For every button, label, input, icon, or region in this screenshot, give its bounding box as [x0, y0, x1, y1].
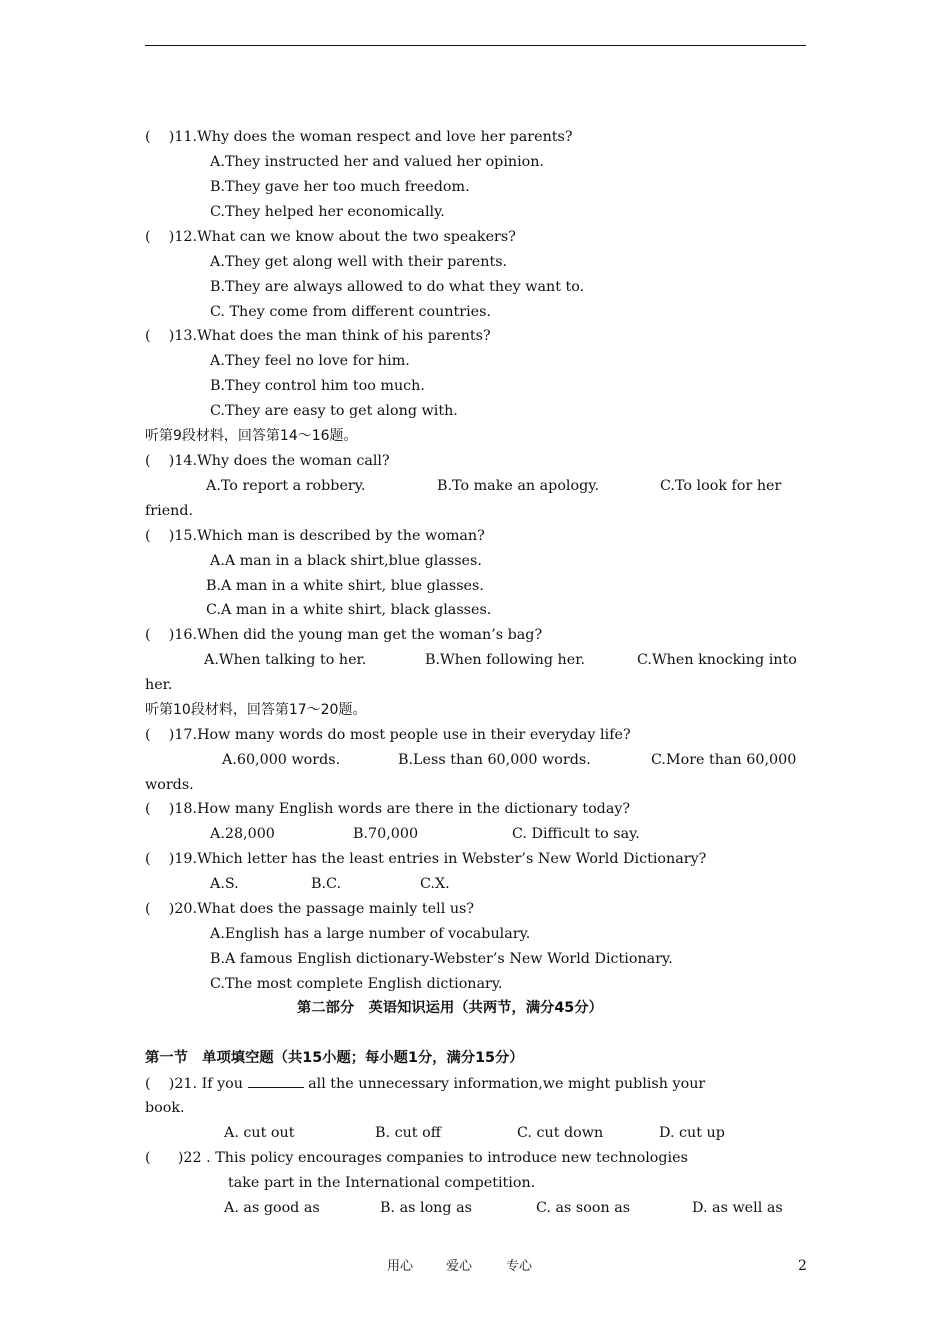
section-10-instruction: 听第10段材料，回答第17～20题。 — [145, 702, 367, 718]
option: C.When knocking into — [637, 652, 797, 668]
page-number: 2 — [798, 1258, 807, 1274]
option: B.They gave her too much freedom. — [210, 179, 470, 195]
option: C.More than 60,000 — [651, 752, 797, 768]
option: A.They get along well with their parents. — [210, 254, 508, 270]
option: C. They come from different countries. — [210, 304, 492, 320]
question-13: ( )13.What does the man think of his parents? — [145, 328, 491, 344]
question-12: ( )12.What can we know about the two speakers? — [145, 229, 516, 245]
option: A.English has a large number of vocabulary. — [210, 926, 531, 942]
option: D. as well as — [692, 1200, 783, 1216]
footer-text: 用心 — [387, 1259, 414, 1274]
question-20: ( )20.What does the passage mainly tell us? — [145, 901, 475, 917]
option: A.60,000 words. — [222, 752, 341, 768]
option: A.When talking to her. — [204, 652, 367, 668]
section-1-title: 第一节 单项填空题（共15小题；每小题1分，满分15分） — [145, 1050, 524, 1066]
option: C.The most complete English dictionary. — [210, 976, 503, 992]
header-rule — [145, 45, 806, 46]
question-19: ( )19.Which letter has the least entries in Webster’s New World Dictionary? — [145, 851, 707, 867]
option-wrap: book. — [145, 1100, 185, 1116]
option-wrap: her. — [145, 677, 173, 693]
option: C. cut down — [517, 1125, 604, 1141]
option: C.X. — [420, 876, 450, 892]
option: C.To look for her — [660, 478, 782, 494]
option: B. cut off — [375, 1125, 441, 1141]
option: C. as soon as — [536, 1200, 631, 1216]
footer-text: 爱心 — [446, 1259, 473, 1274]
option: B.To make an apology. — [437, 478, 599, 494]
question-16: ( )16.When did the young man get the woman’s bag? — [145, 627, 543, 643]
question-14: ( )14.Why does the woman call? — [145, 453, 390, 469]
option: C.They are easy to get along with. — [210, 403, 458, 419]
option: A.S. — [210, 876, 239, 892]
option: B.Less than 60,000 words. — [398, 752, 591, 768]
option: C.A man in a white shirt, black glasses. — [206, 602, 492, 618]
question-22: ( )22 . This policy encourages companies to introduce new technologies — [145, 1150, 688, 1166]
option: A.To report a robbery. — [206, 478, 366, 494]
option: A.They instructed her and valued her opinion. — [210, 154, 545, 170]
option: D. cut up — [659, 1125, 725, 1141]
answer-blank — [248, 1074, 304, 1088]
option: B.They are always allowed to do what they want to. — [210, 279, 585, 295]
question-18: ( )18.How many English words are there in the dictionary today? — [145, 801, 631, 817]
question-17: ( )17.How many words do most people use in their everyday life? — [145, 727, 631, 743]
option-wrap: words. — [145, 777, 194, 793]
option: C. Difficult to say. — [512, 826, 640, 842]
option: B.When following her. — [425, 652, 586, 668]
option: B.A man in a white shirt, blue glasses. — [206, 578, 484, 594]
question-21 — [145, 1074, 705, 1093]
option: B. as long as — [380, 1200, 472, 1216]
option: B.70,000 — [353, 826, 419, 842]
question-21-post: all the unnecessary information,we might publish your — [308, 1076, 706, 1092]
option: B.A famous English dictionary-Webster’s New World Dictionary. — [210, 951, 673, 967]
option: A.28,000 — [210, 826, 275, 842]
option: A.They feel no love for him. — [210, 353, 410, 369]
option-wrap: friend. — [145, 503, 194, 519]
question-21-pre: ( )21. If you — [145, 1076, 243, 1092]
option: B.They control him too much. — [210, 378, 425, 394]
option: A. cut out — [224, 1125, 295, 1141]
option: B.C. — [311, 876, 342, 892]
section-9-instruction: 听第9段材料，回答第14～16题。 — [145, 428, 358, 444]
question-15: ( )15.Which man is described by the woman? — [145, 528, 485, 544]
question-11: ( )11.Why does the woman respect and love her parents? — [145, 129, 573, 145]
option-wrap: take part in the International competition. — [228, 1175, 536, 1191]
option: A. as good as — [224, 1200, 320, 1216]
option: A.A man in a black shirt,blue glasses. — [210, 553, 482, 569]
option: C.They helped her economically. — [210, 204, 445, 220]
part-2-title: 第二部分 英语知识运用（共两节，满分45分） — [297, 1000, 603, 1016]
footer-text: 专心 — [506, 1259, 533, 1274]
